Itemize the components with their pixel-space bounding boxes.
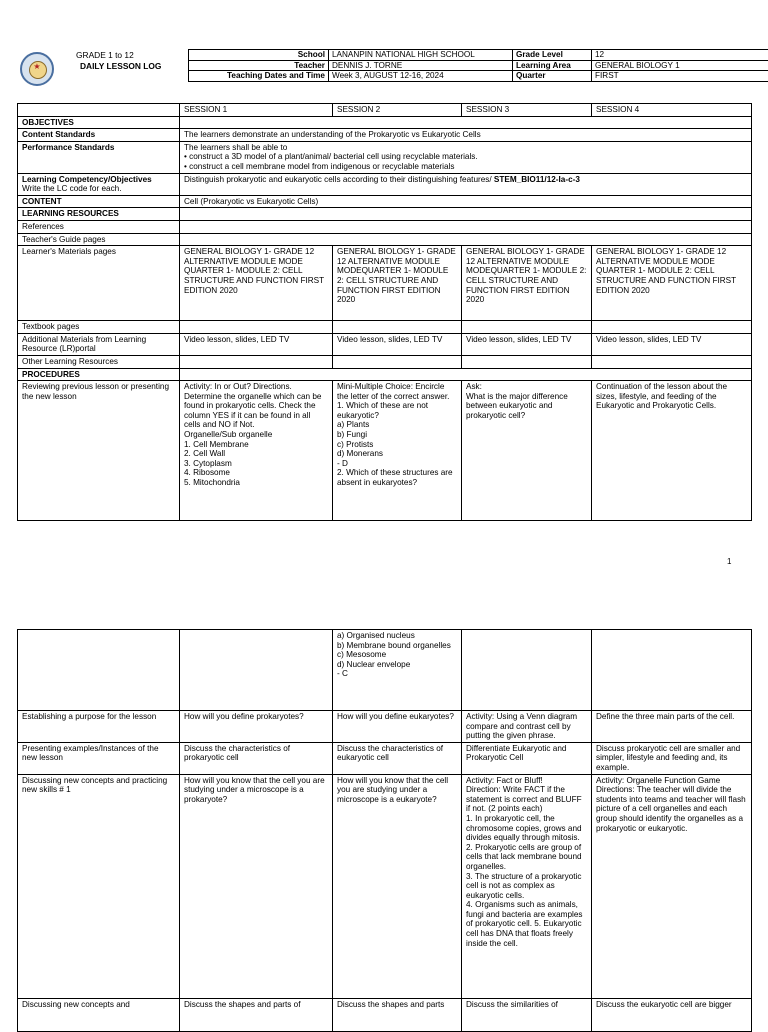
dates-label: Teaching Dates and Time bbox=[189, 71, 329, 82]
procedures-heading: PROCEDURES bbox=[18, 368, 180, 381]
reviewing-cont-session-3 bbox=[462, 630, 592, 711]
grade-level-value: 12 bbox=[592, 50, 768, 61]
dates-value: Week 3, AUGUST 12-16, 2024 bbox=[329, 71, 513, 82]
discussing1-session-1: How will you know that the cell you are studying under a microscope is a prokaryote? bbox=[180, 774, 333, 998]
reviewing-cont-session-2: a) Organised nucleus b) Membrane bound organelles c) Mesosome d) Nuclear envelope - C bbox=[333, 630, 462, 711]
other-label: Other Learning Resources bbox=[18, 355, 180, 368]
discussing1-session-2: How will you know that the cell you are studying under a microscope is a eukaryote? bbox=[333, 774, 462, 998]
lm-session-4: GENERAL BIOLOGY 1- GRADE 12 ALTERNATIVE MODULE MODE QUARTER 1- MODULE 2: CELL STRUCTURE AND FUNCTION FIRST EDITION 2020 bbox=[592, 246, 752, 321]
lm-label: Learner's Materials pages bbox=[18, 246, 180, 321]
tg-label: Teacher's Guide pages bbox=[18, 233, 180, 246]
grade-level-label: Grade Level bbox=[513, 50, 592, 61]
header-table bbox=[188, 49, 768, 82]
competency-text: Distinguish prokaryotic and eukaryotic cells according to their distinguishing features/ bbox=[184, 175, 494, 184]
examples-session-1: Discuss the characteristics of prokaryotic cell bbox=[180, 742, 333, 774]
discussing2-session-2: Discuss the shapes and parts bbox=[333, 998, 462, 1031]
competency-sublabel: Write the LC code for each. bbox=[22, 184, 122, 193]
textbook-label: Textbook pages bbox=[18, 321, 180, 334]
discussing2-session-4: Discuss the eukaryotic cell are bigger bbox=[592, 998, 752, 1031]
competency-label: Learning Competency/Objectives bbox=[22, 175, 152, 184]
discussing1-session-4: Activity: Organelle Function Game Directions: The teacher will divide the students into teams and teacher will flash picture of a cell organelles and each group should identify the organelles as a prokaryotic or eukaryotic. bbox=[592, 774, 752, 998]
reviewing-session-2: Mini-Multiple Choice: Encircle the letter of the correct answer. 1. Which of these are not eukaryotic? a) Plants b) Fungi c) Protists d) Monerans - D 2. Which of these structures are absent in eukaryotes? bbox=[333, 381, 462, 521]
reviewing-cont-session-4 bbox=[592, 630, 752, 711]
seal-star-icon: ★ bbox=[22, 63, 52, 71]
performance-standards-label: Performance Standards bbox=[18, 141, 180, 173]
content-standards-label: Content Standards bbox=[18, 129, 180, 142]
session-header-1: SESSION 1 bbox=[180, 104, 333, 117]
competency-value bbox=[180, 173, 752, 195]
discussing1-session-3: Activity: Fact or Bluff! Direction: Write FACT if the statement is correct and BLUFF if not. (2 points each) 1. In prokaryotic cell, the chromosome copies, grows and divides equally through mitosis. 2. Prokaryotic cells are group of cells that lack membrane bound organelles. 3. The structure of a prokaryotic cell is not as complex as eukaryotic cells. 4. Organisms such as animals, fungi and bacteria are examples of prokaryotic cell. 5. Eukaryotic cell has DNA that floats freely inside the cell. bbox=[462, 774, 592, 998]
content-label: CONTENT bbox=[18, 195, 180, 208]
content-standards-value: The learners demonstrate an understanding of the Prokaryotic vs Eukaryotic Cells bbox=[180, 129, 752, 142]
teacher-value: DENNIS J. TORNE bbox=[329, 60, 513, 71]
school-label: School bbox=[189, 50, 329, 61]
discussing2-label: Discussing new concepts and bbox=[18, 998, 180, 1031]
additional-session-2: Video lesson, slides, LED TV bbox=[333, 333, 462, 355]
page-number: 1 bbox=[727, 557, 731, 566]
discussing2-session-3: Discuss the similarities of bbox=[462, 998, 592, 1031]
learning-area-value: GENERAL BIOLOGY 1 bbox=[592, 60, 768, 71]
performance-standards-value: The learners shall be able to • construct a 3D model of a plant/animal/ bacterial cell using recyclable materials. • construct a cell membrane model from indigenous or recyclable materials bbox=[180, 141, 752, 173]
lm-session-1: GENERAL BIOLOGY 1- GRADE 12 ALTERNATIVE MODULE MODE QUARTER 1- MODULE 2: CELL STRUCTURE AND FUNCTION FIRST EDITION 2020 bbox=[180, 246, 333, 321]
additional-session-1: Video lesson, slides, LED TV bbox=[180, 333, 333, 355]
session-header-3: SESSION 3 bbox=[462, 104, 592, 117]
lm-session-3: GENERAL BIOLOGY 1- GRADE 12 ALTERNATIVE MODULE MODEQUARTER 1- MODULE 2: CELL STRUCTURE AND FUNCTION FIRST EDITION 2020 bbox=[462, 246, 592, 321]
additional-session-4: Video lesson, slides, LED TV bbox=[592, 333, 752, 355]
reviewing-session-3: Ask: What is the major difference between eukaryotic and prokaryotic cell? bbox=[462, 381, 592, 521]
competency-code: STEM_BIO11/12-Ia-c-3 bbox=[494, 175, 580, 184]
references-label: References bbox=[18, 220, 180, 233]
discussing2-session-1: Discuss the shapes and parts of bbox=[180, 998, 333, 1031]
examples-session-2: Discuss the characteristics of eukaryotic cell bbox=[333, 742, 462, 774]
log-title-block bbox=[76, 50, 161, 72]
purpose-label: Establishing a purpose for the lesson bbox=[18, 711, 180, 743]
corner-cell bbox=[18, 104, 180, 117]
resources-heading: LEARNING RESOURCES bbox=[18, 208, 180, 221]
purpose-session-2: How will you define eukaryotes? bbox=[333, 711, 462, 743]
lesson-log-table-page1 bbox=[17, 103, 752, 521]
purpose-session-3: Activity: Using a Venn diagram compare and contrast cell by putting the given phrase. bbox=[462, 711, 592, 743]
session-header-4: SESSION 4 bbox=[592, 104, 752, 117]
content-value: Cell (Prokaryotic vs Eukaryotic Cells) bbox=[180, 195, 752, 208]
quarter-value: FIRST bbox=[592, 71, 768, 82]
purpose-session-4: Define the three main parts of the cell. bbox=[592, 711, 752, 743]
session-header-2: SESSION 2 bbox=[333, 104, 462, 117]
competency-label-cell bbox=[18, 173, 180, 195]
log-title: DAILY LESSON LOG bbox=[76, 61, 161, 72]
examples-session-4: Discuss prokaryotic cell are smaller and simpler, lifestyle and feeding and, its example. bbox=[592, 742, 752, 774]
teacher-label: Teacher bbox=[189, 60, 329, 71]
lesson-log-table-page2 bbox=[17, 629, 752, 1032]
objectives-heading: OBJECTIVES bbox=[18, 116, 180, 129]
reviewing-label: Reviewing previous lesson or presenting the new lesson bbox=[18, 381, 180, 521]
grade-range: GRADE 1 to 12 bbox=[76, 50, 161, 61]
purpose-session-1: How will you define prokaryotes? bbox=[180, 711, 333, 743]
school-value: LANANPIN NATIONAL HIGH SCHOOL bbox=[329, 50, 513, 61]
examples-session-3: Differentiate Eukaryotic and Prokaryotic Cell bbox=[462, 742, 592, 774]
additional-session-3: Video lesson, slides, LED TV bbox=[462, 333, 592, 355]
quarter-label: Quarter bbox=[513, 71, 592, 82]
depEd-seal bbox=[20, 52, 54, 86]
reviewing-session-1: Activity: In or Out? Directions. Determine the organelle which can be found in prokaryotic cells. Check the column YES if it can be found in all cells and NO if Not. Organelle/Sub organelle 1. Cell Membrane 2. Cell Wall 3. Cytoplasm 4. Ribosome 5. Mitochondria bbox=[180, 381, 333, 521]
examples-label: Presenting examples/Instances of the new lesson bbox=[18, 742, 180, 774]
additional-label: Additional Materials from Learning Resource (LR)portal bbox=[18, 333, 180, 355]
lm-session-2: GENERAL BIOLOGY 1- GRADE 12 ALTERNATIVE MODULE MODEQUARTER 1- MODULE 2: CELL STRUCTURE AND FUNCTION FIRST EDITION 2020 bbox=[333, 246, 462, 321]
reviewing-session-4: Continuation of the lesson about the sizes, lifestyle, and feeding of the Eukaryotic and Prokaryotic Cells. bbox=[592, 381, 752, 521]
learning-area-label: Learning Area bbox=[513, 60, 592, 71]
reviewing-cont-session-1 bbox=[180, 630, 333, 711]
discussing1-label: Discussing new concepts and practicing new skills # 1 bbox=[18, 774, 180, 998]
